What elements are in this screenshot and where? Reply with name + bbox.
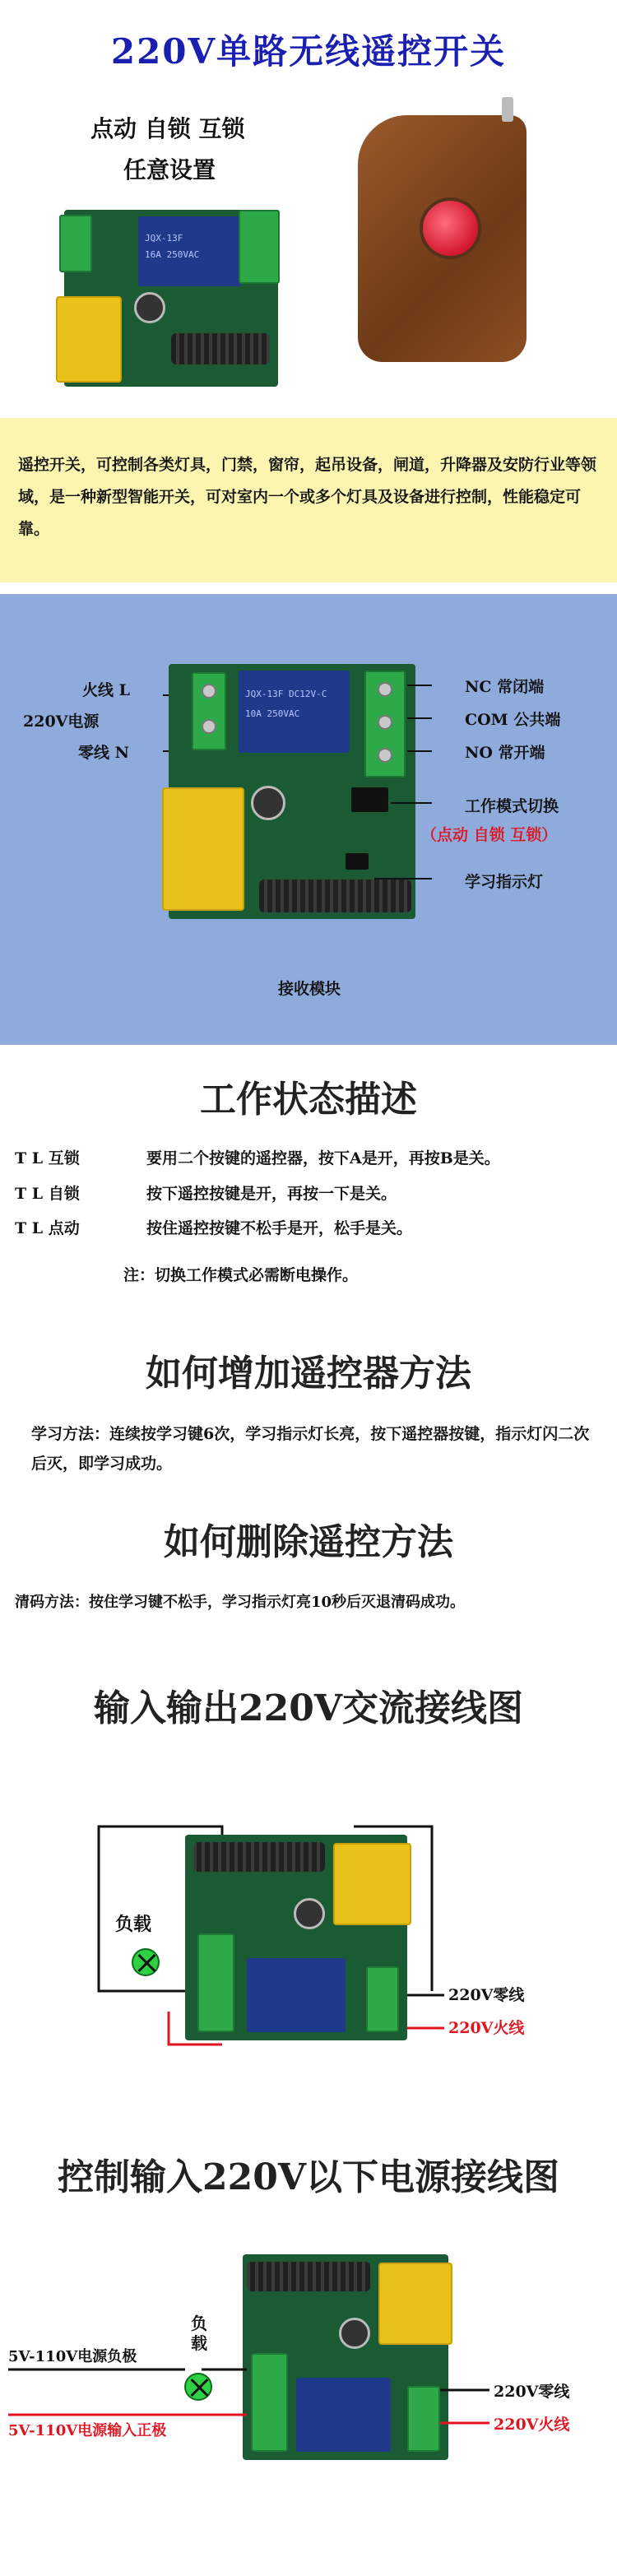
mode-jumper [351,787,388,812]
remote-button [420,197,481,259]
power-terminal [192,672,226,750]
features-line-2: 任意设置 [123,156,216,183]
wiring-low-neutral-label: 220V零线 [494,2383,570,2401]
wiring-low-neg-label: 5V-110V电源负极 [8,2348,137,2365]
learn-led-label: 学习指示灯 [465,873,544,891]
wiring-low-title: 控制输入220V以下电源接线图 [58,2156,559,2198]
terminal-block [59,215,92,272]
load-bulb-icon [184,2373,212,2401]
terminal-block [366,1966,399,2032]
power-label: 220V电源 [23,712,100,731]
wiring-220-load-label: 负载 [115,1914,152,1935]
add-remote-text: 学习方法：连续按学习键6次，学习指示灯长亮，按下遥控器按键，指示灯闪二次后灭，即学习成功。 [31,1425,590,1473]
leader-line [407,685,432,686]
receiver-board-diagram [169,664,415,919]
wiring-220-live-label: 220V火线 [448,2019,525,2037]
delete-remote-title: 如何删除遥控方法 [164,1521,453,1563]
output-terminal [364,671,406,777]
terminal-block [197,1933,234,2032]
live-label: 火线 L [82,681,130,699]
com-label: COM 公共端 [465,711,561,729]
relay: JQX-13F 16A 250VAC [138,216,241,286]
learn-button [346,853,369,870]
capacitor [378,2263,452,2345]
delete-remote-text: 清码方法：按住学习键不松手，学习指示灯亮10秒后灭退清码成功。 [15,1594,466,1611]
neutral-label: 零线 N [78,744,129,762]
remote-antenna [502,97,513,122]
mode-row-selflock: T L 自锁 按下遥控按键是开，再按一下是关。 [15,1185,397,1203]
mode-row-momentary: T L 点动 按住遥控按键不松手是开，松手是关。 [15,1219,413,1237]
wiring-220-title: 输入输出220V交流接线图 [94,1687,523,1729]
load-bulb-icon [132,1948,160,1976]
module-caption: 接收模块 [278,980,341,998]
intro-text: 遥控开关，可控制各类灯具，门禁，窗帘，起吊设备，闸道，升降器及安防行业等领域，是一种新型智能开关，可对室内一个或多个灯具及设备进行控制，性能稳定可靠。 [18,456,597,538]
work-state-title: 工作状态描述 [200,1079,417,1121]
leader-line [407,750,432,752]
wiring-low-lines [0,2353,617,2468]
antenna-coil [193,1842,325,1872]
electrolytic-cap [339,2318,370,2349]
leader-line [407,717,432,719]
mode-note: 注：切换工作模式必需断电操作。 [123,1266,359,1284]
capacitor [56,296,122,383]
page-title: 220V单路无线遥控开关 [110,31,507,72]
leader-line [391,802,432,804]
capacitor [162,787,244,911]
receiver-board-image [64,210,278,387]
leader-line [374,878,432,880]
wiring-low-load-label: 负载 [191,2314,207,2353]
add-remote-title: 如何增加遥控器方法 [146,1353,471,1395]
features-line-1: 点动 自锁 互锁 [90,115,245,142]
no-label: NO 常开端 [465,744,545,762]
remote-control-image [358,115,527,362]
relay [247,1958,346,2032]
nc-label: NC 常闭端 [465,678,545,696]
mode-switch-label: 工作模式切换 [465,797,559,815]
relay: JQX-13F DC12V-C 10A 250VAC [239,671,350,753]
terminal-block [239,210,280,284]
antenna-coil [171,333,270,364]
module-diagram [0,594,617,1045]
mode-row-interlock: T L 互锁 要用二个按键的遥控器，按下A是开，再按B是关。 [15,1149,500,1167]
antenna-coil [247,2262,370,2291]
wiring-low-pos-label: 5V-110V电源输入正极 [8,2422,167,2439]
intro-box [0,418,617,583]
electrolytic-cap [294,1898,325,1929]
capacitor [333,1843,411,1925]
antenna-coil [259,880,411,912]
wiring-low-live-label: 220V火线 [494,2416,570,2434]
receiver-board-wiring-220 [185,1835,407,2040]
electrolytic-cap [251,786,285,820]
wiring-220-neutral-label: 220V零线 [448,1986,525,2004]
modes-label: （点动 自锁 互锁） [421,826,558,844]
electrolytic-cap [134,292,165,323]
